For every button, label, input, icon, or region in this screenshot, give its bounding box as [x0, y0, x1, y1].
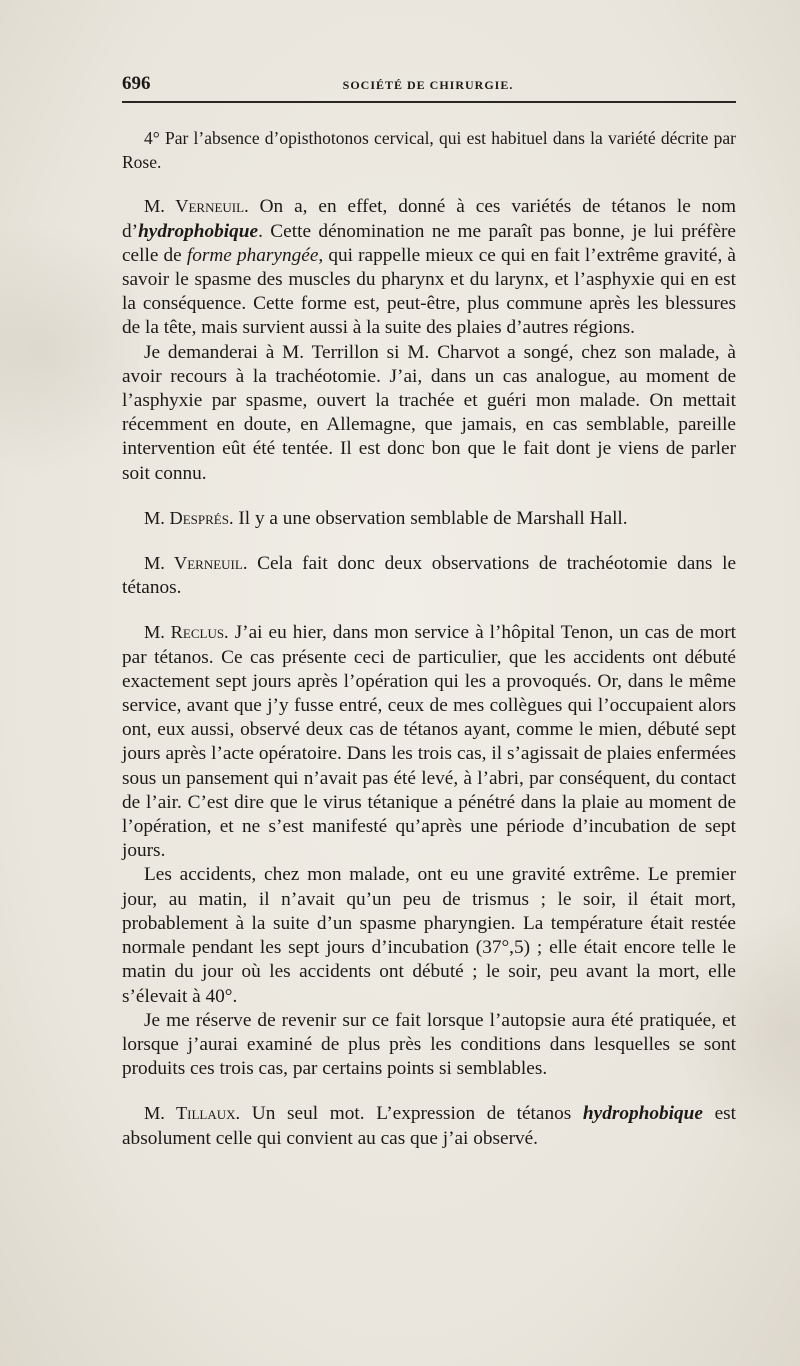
speaker-name: M. Reclus.: [144, 622, 229, 643]
paragraph-text: Il y a une observation semblable de Marshall Hall.: [233, 507, 628, 529]
running-title: SOCIÉTÉ DE CHIRURGIE.: [342, 78, 514, 92]
emphasis-term: hydrophobique: [138, 220, 259, 242]
paragraph-text: Cela fait donc deux observations de trachéotomie dans le tétanos.: [122, 553, 736, 599]
emphasis-term: hydrophobique: [582, 1103, 703, 1125]
paragraph-text: J’ai eu hier, dans mon service à l’hôpital Tenon, un cas de mort par tétanos. Ce cas présente ceci de particulier, que les accidents ont débuté exactement sept jours après l’opération qui les a provoqués. Or, dans le même service, avant que j’y fusse entré, ceux de mes collègues qui l’occupaient alors ont, eux aussi, observé deux cas de tétanos ayant, comme le mien, débuté sept jours après l’acte opératoire. Dans les trois cas, il s’agissait de plaies enfermées sous un pansement qui n’avait pas été levé, à l’abri, par conséquent, du contact de l’air. C’est dire que le virus tétanique a pénétré dans la plaie au moment de l’opération, et ne s’est manifesté qu’après une période d’incubation de sept jours.: [122, 622, 736, 862]
paragraph-text: , qui rappelle mieux ce qui en fait l’extrême gravité, à savoir le spasme des muscles du pharynx et du larynx, et l’asphyxie qui en est la conséquence. Cette forme est, peut-être, plus commune après les blessures de la tête, mais survient aussi à la suite des plaies d’autres régions.: [122, 244, 736, 339]
body-text: [122, 126, 736, 1151]
paragraph-text: Un seul mot. L’expression de tétanos: [240, 1103, 583, 1125]
paragraph-despres: [122, 506, 736, 531]
page-header: [118, 73, 738, 99]
paragraph-text: On a, en effet, donné à ces variétés de tétanos le nom d’: [122, 196, 736, 242]
speaker-name: M. Verneuil.: [144, 553, 248, 574]
paragraph-item-4: [122, 126, 736, 174]
paragraph-reclus: [122, 620, 736, 863]
paragraph-text: 4° Par l’absence d’opisthotonos cervical, qui est habituel dans la variété décrite par Rose.: [122, 128, 736, 173]
paragraph-text: Je demanderai à M. Terrillon si M. Charvot a songé, chez son malade, à avoir recours à la trachéotomie. J’ai, dans un cas analogue, au moment de l’asphyxie par spasme, ouvert la trachée et guéri mon malade. On mettait récemment en doute, en Allemagne, que jamais, en cas semblable, pareille intervention eût été tentée. Il est donc bon que le fait dont je viens de parler soit connu.: [122, 341, 736, 484]
paragraph-text: Je me réserve de revenir sur ce fait lorsque l’autopsie aura été pratiquée, et lorsque j’aurai examiné de plus près les conditions dans lesquelles se sont produits ces trois cas, par certains points si semblables.: [122, 1009, 736, 1080]
paper-stain: [0, 200, 140, 500]
paragraph-reserve: [122, 1009, 736, 1082]
speaker-name: M. Verneuil.: [144, 196, 249, 217]
header-rule: [122, 101, 736, 103]
paragraph-tillaux: [122, 1101, 736, 1150]
speaker-name: M. Tillaux.: [144, 1103, 241, 1124]
paragraph-text: est absolument celle qui convient au cas que j’ai observé.: [122, 1103, 736, 1149]
paragraph-verneuil-2: [122, 551, 736, 600]
paragraph-text: Les accidents, chez mon malade, ont eu une gravité extrême. Le premier jour, au matin, il n’avait qu’un peu de trismus ; le soir, il était mort, probablement à la suite d’un spasme pharyngien. La température était restée normale pendant les sept jours d’incubation (37°,5) ; elle était encore telle le matin du jour où les accidents ont débuté ; le soir, peu avant la mort, elle s’élevait à 40°.: [122, 864, 736, 1007]
speaker-name: M. Després.: [144, 507, 234, 528]
paragraph-accidents: [122, 863, 736, 1008]
paragraph-text: . Cette dénomination ne me paraît pas bonne, je lui préfère celle de: [122, 220, 736, 266]
page-number: 696: [122, 73, 151, 94]
paragraph-verneuil-1: [122, 194, 736, 340]
emphasis-term: forme pharyngée: [186, 244, 319, 266]
paragraph-trachea: [122, 341, 736, 486]
